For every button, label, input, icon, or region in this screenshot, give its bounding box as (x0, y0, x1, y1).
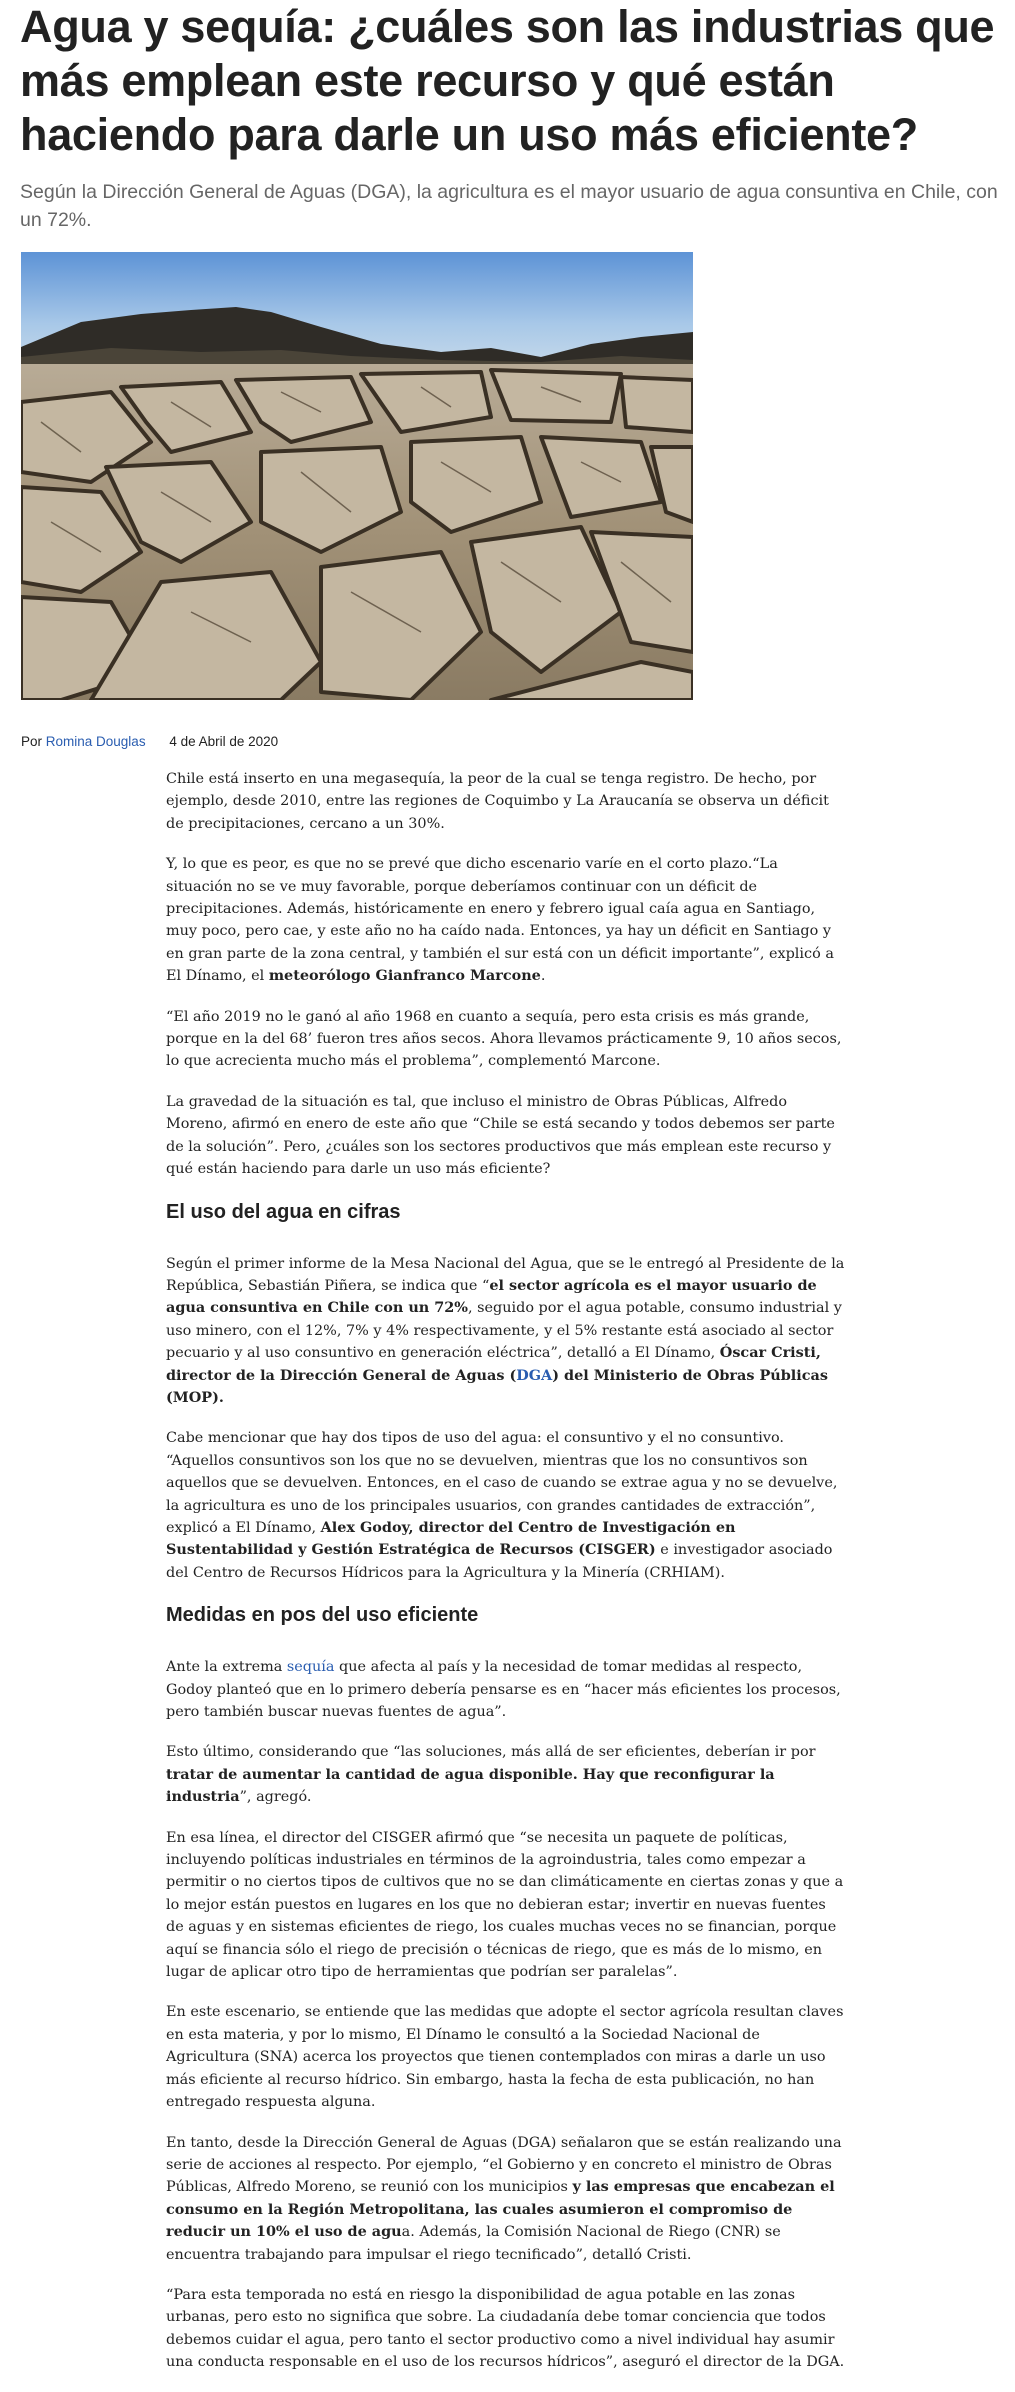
paragraph-text: . (540, 968, 546, 985)
article-title: Agua y sequía: ¿cuáles son las industrias que más emplean este recurso y qué están haciendo para darle un uso más eficiente? (20, 1, 995, 160)
paragraph-text: Esto último, considerando que “las soluciones, más allá de ser eficientes, deberían ir por (166, 1744, 816, 1761)
bold-text: tratar de aumentar la cantidad de agua disponible. Hay que reconfigurar la industria (166, 1765, 775, 1806)
paragraph: “El año 2019 no le ganó al año 1968 en cuanto a sequía, pero esta crisis es más grande, porque en la del 68’ fueron tres años secos. Ahora llevamos prácticamente 9, 10 años secos, lo que acrecienta mucho más el problema”, complementó Marcone. (166, 1008, 842, 1070)
bold-text: meteorólogo Gianfranco Marcone (268, 967, 541, 985)
article-subtitle: Según la Dirección General de Aguas (DGA), la agricultura es el mayor usuario de agua consuntiva en Chile, con un 72%. (20, 181, 998, 231)
article-body (166, 768, 846, 2392)
paragraph: La gravedad de la situación es tal, que incluso el ministro de Obras Públicas, Alfredo Moreno, afirmó en enero de este año que “Chile se está secando y todos debemos ser parte de la solución”. Pero, ¿cuáles son los sectores productivos que más emplean este recurso y qué están haciendo para darle un uso más eficiente? (166, 1093, 835, 1178)
paragraph-text: , seguido por el agua potable, consumo industrial y uso minero, con el 12%, 7% y 4% respectivamente, y el 5% restante está asociado al sector pecuario y al uso consuntivo en generación eléctrica”, detalló a El Dínamo, (166, 1300, 842, 1362)
dga-link[interactable]: DGA (516, 1366, 553, 1384)
paragraph-text: a. Además, la Comisión Nacional de Riego (CNR) se encuentra trabajando para impulsar el riego tecnificado”, detalló Cristi. (166, 2224, 781, 2263)
paragraph (166, 1253, 846, 1410)
paragraph-text: Ante la extrema (166, 1659, 287, 1676)
paragraph-text: Y, lo que es peor, es que no se prevé que dicho escenario varíe en el corto plazo.“La situación no se ve muy favorable, porque deberíamos continuar con un déficit de precipitaciones. Además, históricamente en enero y febrero igual caía agua en Santiago, muy poco, pero cae, y este año no ha caído nada. Entonces, ya hay un déficit en Santiago y en gran parte de la zona central, y también el sur está con un déficit importante”, explicó a El Dínamo, el (166, 856, 834, 985)
byline (21, 734, 278, 749)
paragraph (166, 1656, 846, 1723)
author-link[interactable]: Romina Douglas (45, 734, 146, 749)
hero-image (21, 252, 693, 700)
bold-text: y las empresas que encabezan el consumo en la Región Metropolitana, las cuales asumieron el compromiso de reducir un 10% el uso de agu (166, 2178, 835, 2241)
bold-text: el sector agrícola es el mayor usuario de agua consuntiva en Chile con un 72% (166, 1276, 817, 1317)
paragraph (166, 1741, 846, 1808)
paragraph: “Para esta temporada no está en riesgo la disponibilidad de agua potable en las zonas urbanas, pero esto no significa que sobre. La ciudadanía debe tomar conciencia que todos debemos cuidar el agua, pero tanto el sector productivo como a nivel individual hay asumir una conducta responsable en el uso de los recursos hídricos”, aseguró el director de la DGA. (166, 2286, 845, 2371)
paragraph-text: Cabe mencionar que hay dos tipos de uso del agua: el consuntivo y el no consuntivo. “Aquellos consuntivos son los que no se devuelven, mientras que los no consuntivos son aquellos que se devuelven. Entonces, en el caso de cuando se extrae agua y no se devuelve, la agricultura es uno de los principales usuarios, con grandes cantidades de extracción”, explicó a El Dínamo, (166, 1430, 838, 1536)
publish-date: 4 de Abril de 2020 (169, 734, 279, 749)
bold-text: Alex Godoy, director del Centro de Investigación en Sustentabilidad y Gestión Estratégica de Recursos (CISGER) (166, 1518, 736, 1559)
paragraph-text: ”, agregó. (239, 1789, 312, 1806)
paragraph (166, 2132, 846, 2266)
paragraph: En esa línea, el director del CISGER afirmó que “se necesita un paquete de políticas, incluyendo políticas industriales en términos de la agroindustria, tales como empezar a permitir o no ciertos tipos de cultivos que no se dan climáticamente en ciertas zonas y que a lo mejor están puestos en lugares en los que no debieran estar; invertir en nuevas fuentes de aguas y en sistemas eficientes de riego, los cuales muchas veces no se financian, porque aquí se financia sólo el riego de precisión o técnicas de riego, que es más de lo mismo, en lugar de aplicar otro tipo de herramientas que podrían ser paralelas”. (166, 1829, 844, 1981)
paragraph: Chile está inserto en una megasequía, la peor de la cual se tenga registro. De hecho, por ejemplo, desde 2010, entre las regiones de Coquimbo y La Araucanía se observa un déficit de precipitaciones, cercano a un 30%. (166, 771, 829, 832)
paragraph-text: Según el primer informe de la Mesa Nacional del Agua, que se le entregó al Presidente de la República, Sebastián Piñera, se indica que “ (166, 1255, 845, 1294)
paragraph-text: En tanto, desde la Dirección General de Aguas (DGA) señalaron que se están realizando una serie de acciones al respecto. Por ejemplo, “el Gobierno y en concreto el ministro de Obras Públicas, Alfredo Moreno, se reunió con los municipios (166, 2134, 842, 2196)
paragraph (166, 1427, 846, 1584)
paragraph-text: que afecta al país y la necesidad de tomar medidas al respecto, Godoy planteó que en lo primero debería pensarse es en “hacer más eficientes los procesos, pero también buscar nuevas fuentes de agua”. (166, 1659, 841, 1720)
bold-text-part: Óscar Cristi, director de la Dirección General de Aguas ( (166, 1344, 821, 1384)
section-heading: El uso del agua en cifras (166, 1200, 401, 1223)
sequia-link[interactable]: sequía (286, 1659, 335, 1676)
paragraph: En este escenario, se entiende que las medidas que adopte el sector agrícola resultan claves en esta materia, y por lo mismo, El Dínamo le consultó a la Sociedad Nacional de Agricultura (SNA) acerca los proyectos que tienen contemplados con miras a darle un uso más eficiente al recurso hídrico. Sin embargo, hasta la fecha de esta publicación, no han entregado respuesta alguna. (166, 2004, 844, 2111)
byline-prefix: Por (21, 734, 46, 749)
paragraph-text: e investigador asociado del Centro de Recursos Hídricos para la Agricultura y la Minería (CRHIAM). (166, 1542, 833, 1581)
paragraph (166, 853, 846, 987)
drought-cracked-earth-image (21, 252, 693, 700)
bold-text-part: ) del Ministerio de Obras Públicas (MOP). (166, 1366, 828, 1406)
section-heading: Medidas en pos del uso eficiente (166, 1604, 479, 1627)
